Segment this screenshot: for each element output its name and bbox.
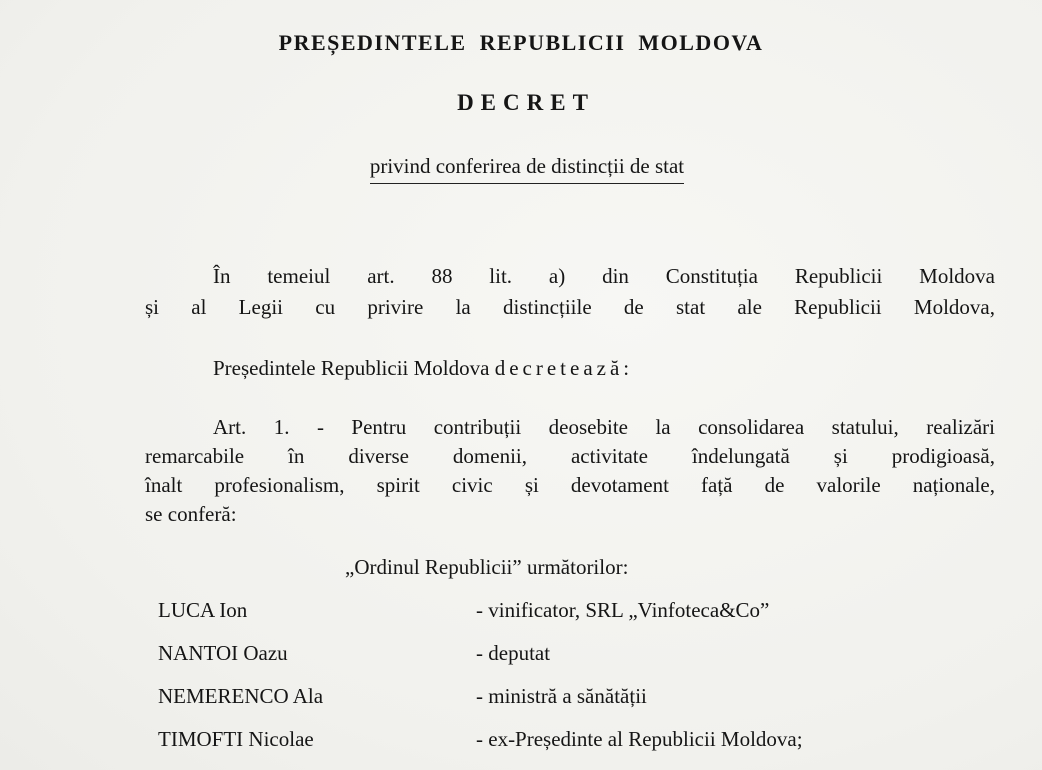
article1-line-4: se conferă: (145, 502, 237, 526)
recipient-name: LUCA Ion (158, 598, 248, 622)
recipient-role: - deputat (476, 641, 551, 665)
article1-line-3: înalt profesionalism, spirit civic și devotament față de valorile naționale, (145, 473, 995, 497)
decree-subject-text: privind conferirea de distincții de stat (370, 154, 684, 184)
decree-intro (145, 354, 995, 382)
recipient-row (158, 684, 978, 712)
recipient-name: NANTOI Oazu (158, 641, 288, 665)
article1-line-1: Art. 1. - Pentru contribuții deosebite la consolidarea statului, realizări (213, 415, 995, 439)
issuer-heading: PREȘEDINTELE REPUBLICII MOLDOVA (278, 30, 764, 55)
decree-subject (0, 154, 1042, 179)
recipient-name: NEMERENCO Ala (158, 684, 324, 708)
recipient-role: - ministră a sănătății (476, 684, 647, 708)
preamble-line-2: și al Legii cu privire la distincțiile de stat ale Republicii Moldova, (145, 295, 995, 319)
order-title: „Ordinul Republicii” următorilor: (345, 555, 629, 579)
recipient-row (158, 598, 978, 626)
preamble-line-1: În temeiul art. 88 lit. a) din Constituția Republicii Moldova (213, 264, 995, 288)
recipient-row (158, 727, 978, 755)
recipient-row (158, 641, 978, 669)
decree-intro-verb: decretează: (494, 356, 634, 380)
article1-line-2: remarcabile în diverse domenii, activitate îndelungată și prodigioasă, (145, 444, 995, 468)
recipient-role: - ex-Președinte al Republicii Moldova; (476, 727, 803, 751)
recipient-name: TIMOFTI Nicolae (158, 727, 314, 751)
recipient-role: - vinificator, SRL „Vinfoteca&Co” (476, 598, 770, 622)
decree-intro-subject: Președintele Republicii Moldova (213, 356, 490, 380)
document-type-heading: DECRET (457, 90, 595, 115)
